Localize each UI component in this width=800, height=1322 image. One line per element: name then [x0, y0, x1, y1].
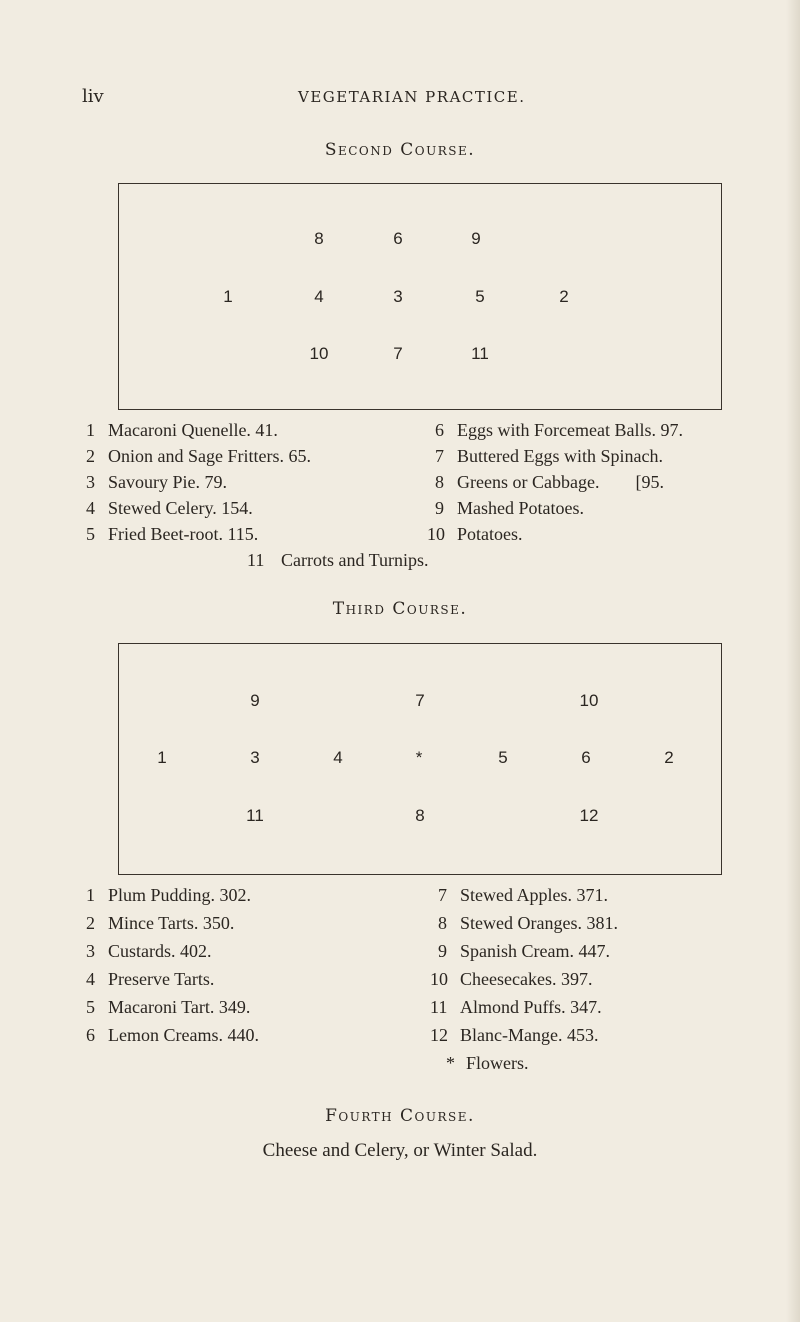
- page-number: liv: [82, 86, 104, 107]
- dish-item: 8 Stewed Oranges. 381.: [438, 913, 618, 933]
- dish-item: 6 Eggs with Forcemeat Balls. 97.: [435, 420, 683, 440]
- third-course-table-plan: [118, 643, 722, 875]
- dish-item: 5 Fried Beet-root. 115.: [86, 524, 259, 544]
- plan-position: 11: [246, 806, 264, 825]
- plan-position: 10: [579, 691, 599, 710]
- dish-item: 3 Savoury Pie. 79.: [86, 472, 227, 492]
- dish-item: 12 Blanc-Mange. 453.: [430, 1025, 599, 1045]
- plan-position: 2: [559, 287, 569, 306]
- plan-position: 2: [664, 748, 674, 767]
- dish-item: 10 Potatoes.: [427, 524, 523, 544]
- fourth-course-text: Cheese and Celery, or Winter Salad.: [262, 1140, 538, 1161]
- page-header: [0, 86, 800, 116]
- second-course-table-plan: [118, 183, 722, 410]
- plan-position: 12: [579, 806, 599, 825]
- plan-position: 10: [309, 344, 329, 363]
- dish-item: 4 Preserve Tarts.: [86, 969, 215, 989]
- plan-position: 1: [223, 287, 233, 306]
- dish-item: 6 Lemon Creams. 440.: [86, 1025, 259, 1045]
- plan-position: 9: [471, 229, 481, 248]
- dish-item: 11 Almond Puffs. 347.: [430, 997, 602, 1017]
- dish-item: 1 Plum Pudding. 302.: [86, 885, 252, 905]
- dish-item: 11 Carrots and Turnips.: [247, 550, 429, 570]
- dish-item: 10 Cheesecakes. 397.: [430, 969, 593, 989]
- dish-item: 5 Macaroni Tart. 349.: [86, 997, 251, 1017]
- plan-position: 1: [157, 748, 167, 767]
- plan-position: *: [415, 748, 423, 767]
- dish-item: 2 Onion and Sage Fritters. 65.: [86, 446, 311, 466]
- plan-position: 3: [393, 287, 403, 306]
- plan-position: 9: [250, 691, 260, 710]
- dish-item: 7 Buttered Eggs with Spinach.: [435, 446, 663, 466]
- dish-item: 9 Mashed Potatoes.: [435, 498, 584, 518]
- running-title: VEGETARIAN PRACTICE.: [298, 88, 526, 106]
- plan-position: 4: [314, 287, 324, 306]
- dish-item: 7 Stewed Apples. 371.: [438, 885, 608, 905]
- dish-item: 4 Stewed Celery. 154.: [86, 498, 253, 518]
- plan-position: 4: [333, 748, 343, 767]
- dish-item: 3 Custards. 402.: [86, 941, 212, 961]
- plan-position: 7: [415, 691, 425, 710]
- plan-position: 6: [581, 748, 591, 767]
- dish-item: 1 Macaroni Quenelle. 41.: [86, 420, 278, 440]
- dish-item: 8 Greens or Cabbage. [95.: [435, 472, 664, 492]
- plan-position: 8: [415, 806, 425, 825]
- dish-item: 9 Spanish Cream. 447.: [438, 941, 610, 961]
- plan-position: 6: [393, 229, 403, 248]
- plan-position: 11: [471, 344, 489, 363]
- plan-position: 8: [314, 229, 324, 248]
- dish-item: 2 Mince Tarts. 350.: [86, 913, 235, 933]
- plan-position: 7: [393, 344, 403, 363]
- plan-position: 5: [498, 748, 508, 767]
- third-course-title: Third Course.: [332, 599, 468, 619]
- plan-position: 5: [475, 287, 485, 306]
- fourth-course-title: Fourth Course.: [325, 1106, 475, 1126]
- dish-item: * Flowers.: [446, 1053, 529, 1073]
- second-course-title: Second Course.: [324, 140, 476, 160]
- plan-position: 3: [250, 748, 260, 767]
